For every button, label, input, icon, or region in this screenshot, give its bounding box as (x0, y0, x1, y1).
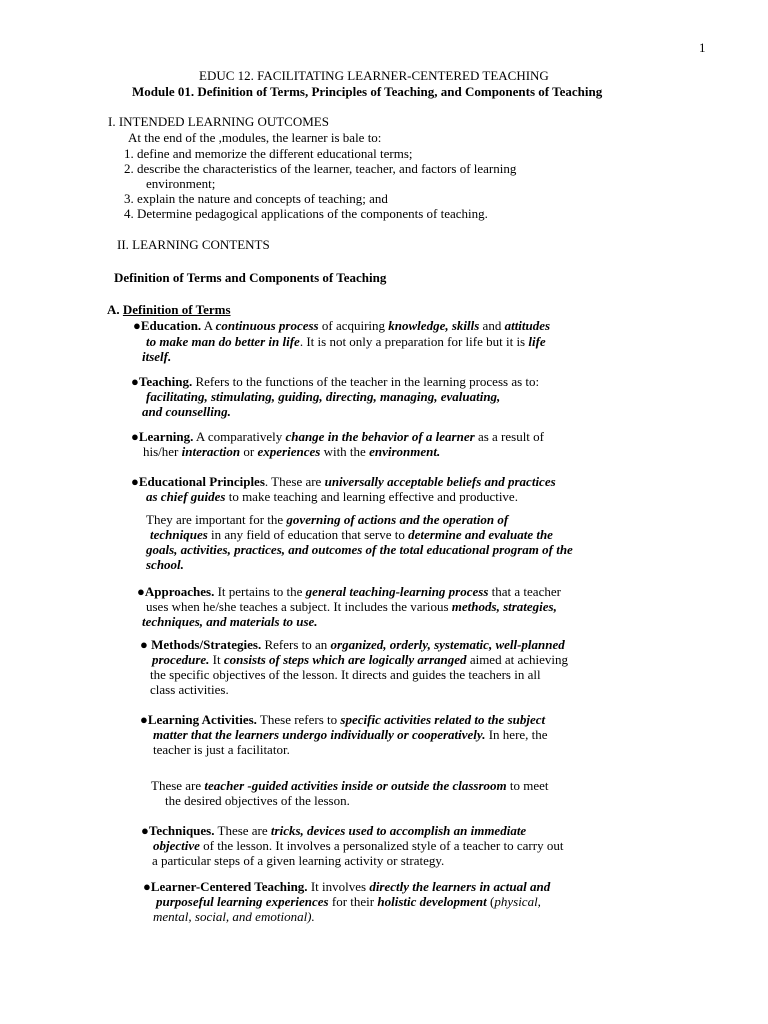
term-principles-line: goals, activities, practices, and outcomes of the total educational program of the (146, 542, 573, 557)
emphasis: knowledge, skills (388, 318, 480, 333)
emphasis: interaction (181, 444, 241, 459)
emphasis: life (528, 334, 546, 349)
outcomes-heading: I. INTENDED LEARNING OUTCOMES (108, 114, 329, 129)
course-title: EDUC 12. FACILITATING LEARNER-CENTERED TEACHING (199, 68, 549, 83)
emphasis: change in the behavior of a learner (285, 429, 475, 444)
text: with the (320, 444, 370, 459)
term-activities-label: ●Learning Activities. (140, 712, 257, 727)
term-lct-label: ●Learner-Centered Teaching. (143, 879, 308, 894)
text: for their (328, 894, 378, 909)
text: . It is not only a preparation for life but it is (299, 334, 529, 349)
term-teaching-line: and counselling. (142, 404, 231, 419)
term-teaching-line (131, 374, 539, 389)
emphasis: consists of steps which are logically arranged (223, 652, 467, 667)
emphasis: organized, orderly, systematic, well-planned (330, 637, 565, 652)
emphasis: universally acceptable beliefs and practices (324, 474, 556, 489)
emphasis: methods, strategies, (451, 599, 557, 614)
outcome-item: 4. Determine pedagogical applications of the components of teaching. (124, 206, 488, 221)
term-approaches-line (146, 599, 557, 614)
text: . These are (264, 474, 325, 489)
emphasis: procedure. (152, 652, 210, 667)
term-methods-label: ● Methods/Strategies. (140, 637, 262, 652)
outcome-item: 1. define and memorize the different educational terms; (124, 146, 413, 161)
emphasis: experiences (257, 444, 321, 459)
term-approaches-line: techniques, and materials to use. (142, 614, 318, 629)
term-teaching-label: ●Teaching. (131, 374, 193, 389)
term-principles-line (150, 527, 553, 542)
emphasis: matter that the learners undergo individually or cooperatively. (153, 727, 486, 742)
term-techniques-line (141, 823, 526, 838)
term-approaches-line (137, 584, 561, 599)
text: of the lesson. It involves a personalized style of a teacher to carry out (199, 838, 564, 853)
emphasis: as chief guides (146, 489, 226, 504)
term-education-line: itself. (142, 349, 172, 364)
text: It (209, 652, 224, 667)
text: These refers to (256, 712, 341, 727)
term-principles-line (146, 489, 518, 504)
term-methods-line (140, 637, 565, 652)
term-techniques-line (153, 838, 563, 853)
emphasis: governing of actions and the operation of (286, 512, 509, 527)
outcome-item: 3. explain the nature and concepts of teaching; and (124, 191, 388, 206)
text: Refers to the functions of the teacher in the learning process as to: (192, 374, 540, 389)
term-methods-line: class activities. (150, 682, 229, 697)
emphasis: directly the learners in actual and (369, 879, 551, 894)
module-title: Module 01. Definition of Terms, Principles of Teaching, and Components of Teaching (132, 84, 603, 99)
term-learning-label: ●Learning. (131, 429, 194, 444)
term-activities-line (140, 712, 545, 727)
emphasis: continuous process (215, 318, 319, 333)
emphasis: objective (153, 838, 200, 853)
emphasis: specific activities related to the subject (340, 712, 546, 727)
emphasis: environment. (369, 444, 441, 459)
text: as a result of (474, 429, 544, 444)
term-lct-line (143, 879, 550, 894)
emphasis: techniques (150, 527, 208, 542)
term-methods-line (152, 652, 568, 667)
term-education-line (146, 334, 546, 349)
term-techniques-label: ●Techniques. (141, 823, 215, 838)
text: uses when he/she teaches a subject. It includes the various (146, 599, 452, 614)
text: These are (151, 778, 205, 793)
term-approaches-label: ●Approaches. (137, 584, 215, 599)
text: his/her (143, 444, 182, 459)
text: teacher is just a facilitator (153, 742, 287, 757)
text: A comparatively (193, 429, 286, 444)
text: aimed at achieving (466, 652, 568, 667)
text: ( (486, 894, 495, 909)
emphasis: teacher -guided activities inside or outside the classroom (204, 778, 507, 793)
section-a-heading (107, 302, 231, 317)
text: or (240, 444, 258, 459)
term-education-label: ●Education. (133, 318, 202, 333)
text: . (286, 742, 290, 757)
term-principles-line (146, 512, 508, 527)
section-a-title: Definition of Terms (122, 302, 231, 317)
contents-subheading: Definition of Terms and Components of Teaching (114, 270, 387, 285)
text: It involves (307, 879, 370, 894)
term-lct-line (156, 894, 541, 909)
emphasis: physical, (494, 894, 541, 909)
term-activities-line: the desired objectives of the lesson. (165, 793, 350, 808)
term-principles-line (131, 474, 556, 489)
text: In here, the (485, 727, 548, 742)
emphasis: general teaching-learning process (305, 584, 489, 599)
text: to make teaching and learning effective and productive. (225, 489, 518, 504)
term-education-line (133, 318, 550, 333)
text: of acquiring (318, 318, 389, 333)
text: These are (214, 823, 271, 838)
text: in any field of education that serve to (207, 527, 409, 542)
term-activities-line (153, 742, 290, 757)
emphasis: purposeful learning experiences (156, 894, 329, 909)
section-a-label: A. (107, 302, 123, 317)
term-principles-line: school. (146, 557, 184, 572)
term-activities-line (153, 727, 548, 742)
emphasis: tricks, devices used to accomplish an immediate (270, 823, 527, 838)
term-teaching-line: facilitating, stimulating, guiding, directing, managing, evaluating, (146, 389, 501, 404)
term-principles-label: ●Educational Principles (131, 474, 265, 489)
emphasis: attitudes (504, 318, 551, 333)
text: Refers to an (261, 637, 331, 652)
emphasis: holistic development (377, 894, 487, 909)
outcome-item: 2. describe the characteristics of the learner, teacher, and factors of learning (124, 161, 517, 176)
text: A (201, 318, 216, 333)
emphasis: determine and evaluate the (408, 527, 553, 542)
term-lct-line: mental, social, and emotional). (153, 909, 315, 924)
outcomes-intro: At the end of the ,modules, the learner is bale to: (128, 130, 382, 145)
term-techniques-line: a particular steps of a given learning activity or strategy. (152, 853, 445, 868)
outcome-item-continued: environment; (146, 176, 216, 191)
term-methods-line: the specific objectives of the lesson. It directs and guides the teachers in all (150, 667, 541, 682)
page-number: 1 (699, 40, 706, 55)
term-learning-line (143, 444, 440, 459)
text: to meet (506, 778, 549, 793)
term-activities-line (151, 778, 549, 793)
text: It pertains to the (214, 584, 306, 599)
text: They are important for the (146, 512, 287, 527)
text: that a teacher (488, 584, 561, 599)
contents-heading: II. LEARNING CONTENTS (117, 237, 270, 252)
text: and (479, 318, 505, 333)
term-learning-line (131, 429, 544, 444)
emphasis: to make man do better in life (146, 334, 300, 349)
